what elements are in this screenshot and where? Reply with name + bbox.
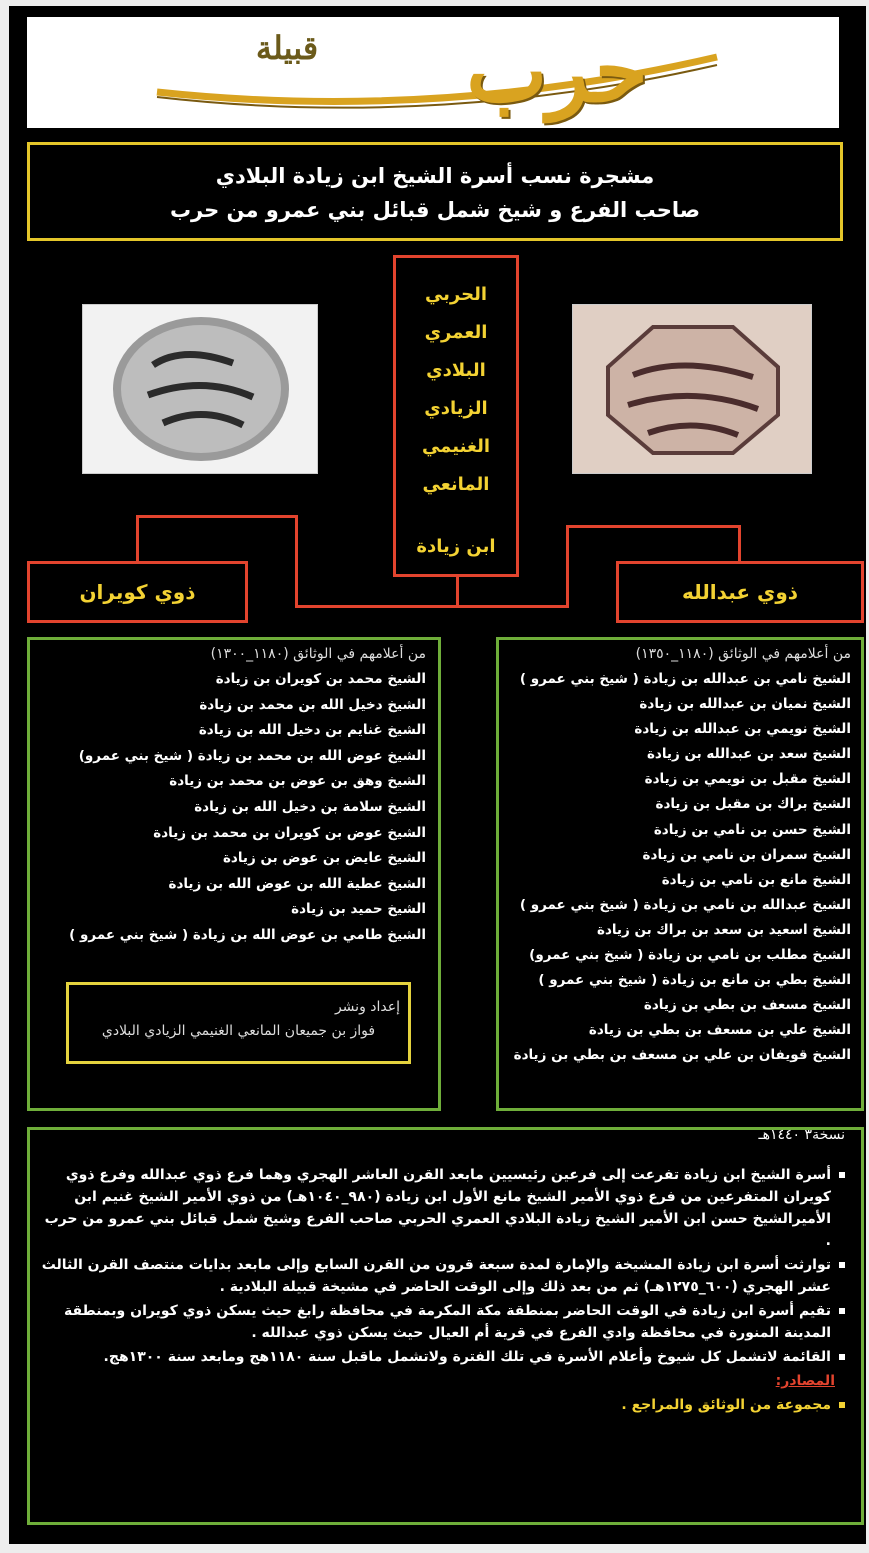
lineage-box — [393, 255, 519, 577]
list-header: من أعلامهم في الوثائق (١١٨٠_١٣٥٠) — [635, 646, 851, 662]
notes-box — [27, 1127, 864, 1525]
list-item: الشيخ عطية الله بن عوض الله بن زيادة — [168, 875, 426, 892]
connector-line — [566, 525, 741, 528]
list-item: الشيخ عوض الله بن محمد بن زيادة ( شيخ بني عمرو) — [78, 747, 426, 764]
note-item: توارثت أسرة ابن زيادة المشيخة والإمارة لمدة سبعة قرون من القرن السابع وإلى مابعد بدايات منتصف القرن الثالث عشر الهجري (٦٠٠_١٢٧٥هـ) ثم من بعد ذلك وإلى الوقت الحاضر في مشيخة قبيلة البلادية . — [40, 1254, 845, 1298]
branch-dhawi-abdullah: ذوي عبدالله — [616, 561, 864, 623]
lineage-name: الزيادي — [424, 398, 488, 419]
branch-dhawi-kuwairan: ذوي كويران — [27, 561, 248, 623]
connector-line — [566, 525, 569, 608]
credits-label: إعداد ونشر — [334, 999, 400, 1015]
list-item: الشيخ وهق بن عوض بن محمد بن زيادة — [169, 773, 426, 790]
list-item: الشيخ نميان بن عبدالله بن زيادة — [639, 696, 851, 713]
list-item: الشيخ سعد بن عبدالله بن زيادة — [646, 746, 851, 763]
right-branch-list — [496, 637, 864, 1111]
list-item: الشيخ طامي بن عوض الله بن زيادة ( شيخ بني عمرو ) — [69, 926, 426, 943]
lineage-name: المانعي — [422, 474, 490, 495]
list-item: الشيخ محمد بن كويران بن زيادة — [215, 671, 426, 687]
seal-left-icon — [83, 305, 317, 473]
seal-image-right — [572, 304, 812, 474]
title-line-2: صاحب الفرع و شيخ شمل قبائل بني عمرو من حرب — [169, 198, 701, 222]
tribe-logo-banner — [27, 17, 839, 128]
page-title-box — [27, 142, 843, 241]
connector-line — [136, 515, 298, 518]
lineage-name: البلادي — [426, 360, 486, 381]
lineage-name: الغنيمي — [421, 436, 491, 457]
list-item: الشيخ غنايم بن دخيل الله بن زيادة — [198, 722, 426, 739]
list-item: الشيخ عبدالله بن نامي بن زيادة ( شيخ بني عمرو ) — [519, 896, 851, 913]
sources-list — [40, 1394, 845, 1416]
logo-small-word: قبيلة — [255, 29, 319, 67]
notes-list — [40, 1164, 845, 1368]
list-item: الشيخ مطلب بن نامي بن زيادة ( شيخ بني عمرو) — [529, 947, 851, 964]
list-item: الشيخ نويمي بن عبدالله بن زيادة — [634, 721, 851, 738]
note-item: أسرة الشيخ ابن زيادة تفرعت إلى فرعين رئيسيين مابعد القرن العاشر الهجري وهما فرع ذوي عبدالله وفرع ذوي كويران المتفرعين من فرع ذوي الأمير الشيخ مانع الأول ابن زيادة (٩٨٠_١٠٤٠هـ) من ذوي الأمير الشيخ غنيم ابن الأميرالشيخ حسن ابن الأمير الشيخ زيادة البلادي العمري الحربي صاحب الفرع وشيخ شمل قبائل بني عمرو من حرب . — [40, 1164, 845, 1252]
note-item: القائمة لاتشمل كل شيوخ وأعلام الأسرة في تلك الفترة ولاتشمل ماقبل سنة ١١٨٠هج ومابعد سنة ١٣٠٠هج. — [40, 1346, 845, 1368]
credits-box — [66, 982, 411, 1064]
connector-line — [136, 515, 139, 563]
list-item: الشيخ دخيل الله بن محمد بن زيادة — [199, 696, 426, 713]
list-item: الشيخ سلامة بن دخيل الله بن زيادة — [194, 798, 426, 815]
list-item: الشيخ اسعيد بن سعد بن براك بن زيادة — [596, 921, 851, 938]
connector-line — [295, 605, 569, 608]
list-item: الشيخ قويفان بن علي بن مسعف بن بطي بن زيادة — [513, 1047, 851, 1064]
list-item: الشيخ حميد بن زيادة — [291, 901, 426, 918]
credits-name: فواز بن جميعان المانعي الغنيمي الزيادي البلادي — [101, 1023, 376, 1039]
version-label: نسخة٣ ١٤٤٠هـ — [758, 1127, 845, 1143]
list-item: الشيخ عايض بن عوض بن زيادة — [222, 850, 426, 867]
sources-label: المصادر: — [775, 1373, 835, 1389]
list-item: الشيخ مانع بن نامي بن زيادة — [661, 871, 851, 888]
connector-line — [738, 525, 741, 563]
connector-line — [456, 577, 459, 607]
title-line-1: مشجرة نسب أسرة الشيخ ابن زيادة البلادي — [215, 164, 655, 188]
list-item: الشيخ مسعف بن بطي بن زيادة — [643, 997, 851, 1014]
logo-big-word: حرب — [466, 21, 648, 122]
note-item: تقيم أسرة ابن زيادة في الوقت الحاضر بمنطقة مكة المكرمة في محافظة رابغ حيث يسكن ذوي كويران وبمنطقة المدينة المنورة في محافظة وادي الفرع في قرية أم العيال حيث يسكن ذوي عبدالله . — [40, 1300, 845, 1344]
seal-right-icon — [573, 305, 811, 473]
list-item: الشيخ حسن بن نامي بن زيادة — [653, 821, 851, 838]
lineage-name: الحربي — [424, 284, 488, 305]
list-item: الشيخ مقبل بن نويمي بن زيادة — [644, 771, 851, 788]
list-item: الشيخ سمران بن نامي بن زيادة — [642, 846, 851, 863]
source-item: مجموعة من الوثائق والمراجع . — [40, 1394, 845, 1416]
connector-line — [295, 515, 298, 608]
list-item: الشيخ براك بن مقبل بن زيادة — [655, 796, 851, 813]
lineage-name: ابن زيادة — [416, 536, 496, 557]
list-item: الشيخ نامي بن عبدالله بن زيادة ( شيخ بني عمرو ) — [519, 671, 851, 687]
seal-image-left — [82, 304, 318, 474]
list-item: الشيخ علي بن مسعف بن بطي بن زيادة — [588, 1022, 851, 1039]
lineage-name: العمري — [424, 322, 488, 343]
list-header: من أعلامهم في الوثائق (١١٨٠_١٣٠٠) — [210, 646, 426, 662]
list-item: الشيخ بطي بن مانع بن زيادة ( شيخ بني عمرو ) — [538, 972, 851, 989]
list-item: الشيخ عوض بن كويران بن محمد بن زيادة — [153, 824, 426, 841]
